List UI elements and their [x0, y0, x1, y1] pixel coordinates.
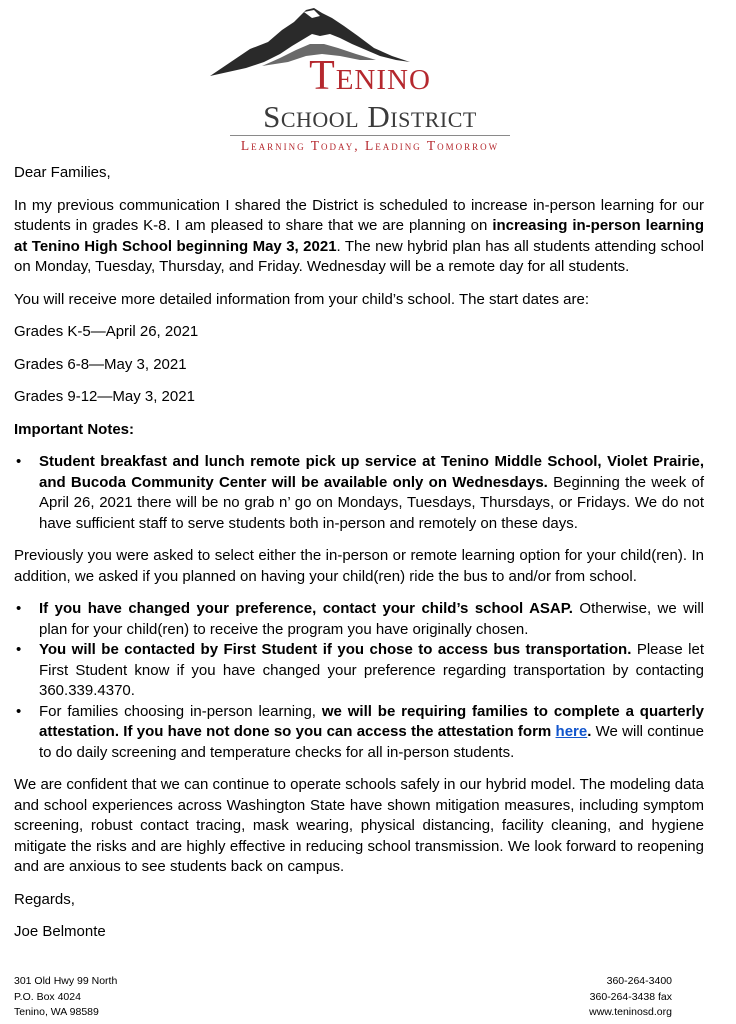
- intro-text-end: . The new hybrid plan has all students attending school on Monday, Tuesday, Thursday, and Friday. Wednesday will be a remote day for all students.: [14, 237, 704, 275]
- bus-bold: You will be contacted by First Student if you chose to access bus transportation.: [39, 641, 632, 658]
- attestation-form-link[interactable]: here: [555, 723, 588, 740]
- signature: Joe Belmonte: [14, 923, 106, 940]
- letterhead: [200, 4, 540, 154]
- notes-heading-text: Important Notes:: [14, 420, 134, 438]
- start-date-k5: Grades K-5—April 26, 2021: [14, 323, 199, 340]
- start-date-6-8: Grades 6-8—May 3, 2021: [14, 355, 187, 373]
- website-link[interactable]: www.teninosd.org: [589, 1006, 672, 1018]
- attestation-period: .: [587, 723, 592, 740]
- footer-contact: [589, 974, 672, 1021]
- intro-bold: increasing in-person learning at Tenino High School beginning May 3, 2021: [14, 217, 704, 255]
- preference-bold: If you have changed your preference, contact your child’s school ASAP.: [39, 600, 573, 617]
- preference-text: Otherwise, we will plan for your child(ren) to receive the program you have originally chosen.: [39, 600, 704, 638]
- preference-notes-list: [14, 599, 704, 763]
- paragraph-intro: [14, 196, 704, 278]
- paragraph-preferences: Previously you were asked to select either the in-person or remote learning option for your child(ren). In addition, we asked if you planned on having your child(ren) ride the bus to and/or from school.: [14, 547, 704, 585]
- meal-note-bold: Student breakfast and lunch remote pick up service at Tenino Middle School, Violet Prairie, and Bucoda Community Center will be available only on Wednesdays.: [39, 453, 704, 491]
- list-item: [14, 640, 704, 702]
- logo-district: School District: [263, 99, 477, 134]
- paragraph-confidence: We are confident that we can continue to operate schools safely in our hybrid model. The modeling data and school experiences across Washington State have shown mitigation measures, including symptom screening, robust contact tracing, mask wearing, physical distancing, facility cleaning, and hygiene mitigate the risks and are highly effective in reducing school transmission. We look forward to reopening and are anxious to see students back on campus.: [14, 776, 704, 875]
- address-line: Tenino, WA 98589: [14, 1006, 99, 1018]
- paragraph-start-dates: You will receive more detailed information from your child’s school. The start dates are:: [14, 290, 590, 308]
- logo-name: Tenino: [309, 53, 431, 99]
- attestation-text-end: We will continue to do daily screening and temperature checks for all in-person students.: [39, 723, 704, 761]
- list-item: [14, 599, 704, 640]
- notes-heading: [14, 420, 704, 441]
- attestation-text: For families choosing in-person learning,: [39, 702, 322, 720]
- closing: Regards,: [14, 890, 75, 908]
- attestation-bold: we will be requiring families to complete a quarterly attestation. If you have not done so you can access the attestation form: [39, 702, 704, 740]
- address-line: 301 Old Hwy 99 North: [14, 975, 118, 987]
- footer-address: [14, 974, 117, 1021]
- intro-text: In my previous communication I shared the District is scheduled to increase in-person learning for our students in grades K-8. I am pleased to share that we are planning on: [14, 196, 704, 234]
- salutation: Dear Families,: [14, 164, 111, 181]
- phone-number: 360-264-3400: [606, 975, 672, 987]
- logo-divider: [230, 135, 510, 136]
- list-item: [14, 702, 704, 764]
- letter-body: [14, 163, 704, 955]
- address-line: P.O. Box 4024: [14, 990, 81, 1003]
- start-date-9-12: Grades 9-12—May 3, 2021: [14, 388, 195, 405]
- meal-notes-list: [14, 452, 704, 534]
- logo-tagline: Learning Today, Leading Tomorrow: [240, 138, 500, 153]
- fax-number: 360-264-3438 fax: [589, 990, 672, 1003]
- list-item: [14, 452, 704, 534]
- meal-note-text: Beginning the week of April 26, 2021 there will be no grab n’ go on Mondays, Tuesdays, Thursdays, or Fridays. We do not have sufficient staff to serve students both in-person and remotely on these days.: [39, 473, 704, 532]
- bus-text: Please let First Student know if you have changed your preference regarding transportation by contacting 360.339.4370.: [39, 641, 704, 699]
